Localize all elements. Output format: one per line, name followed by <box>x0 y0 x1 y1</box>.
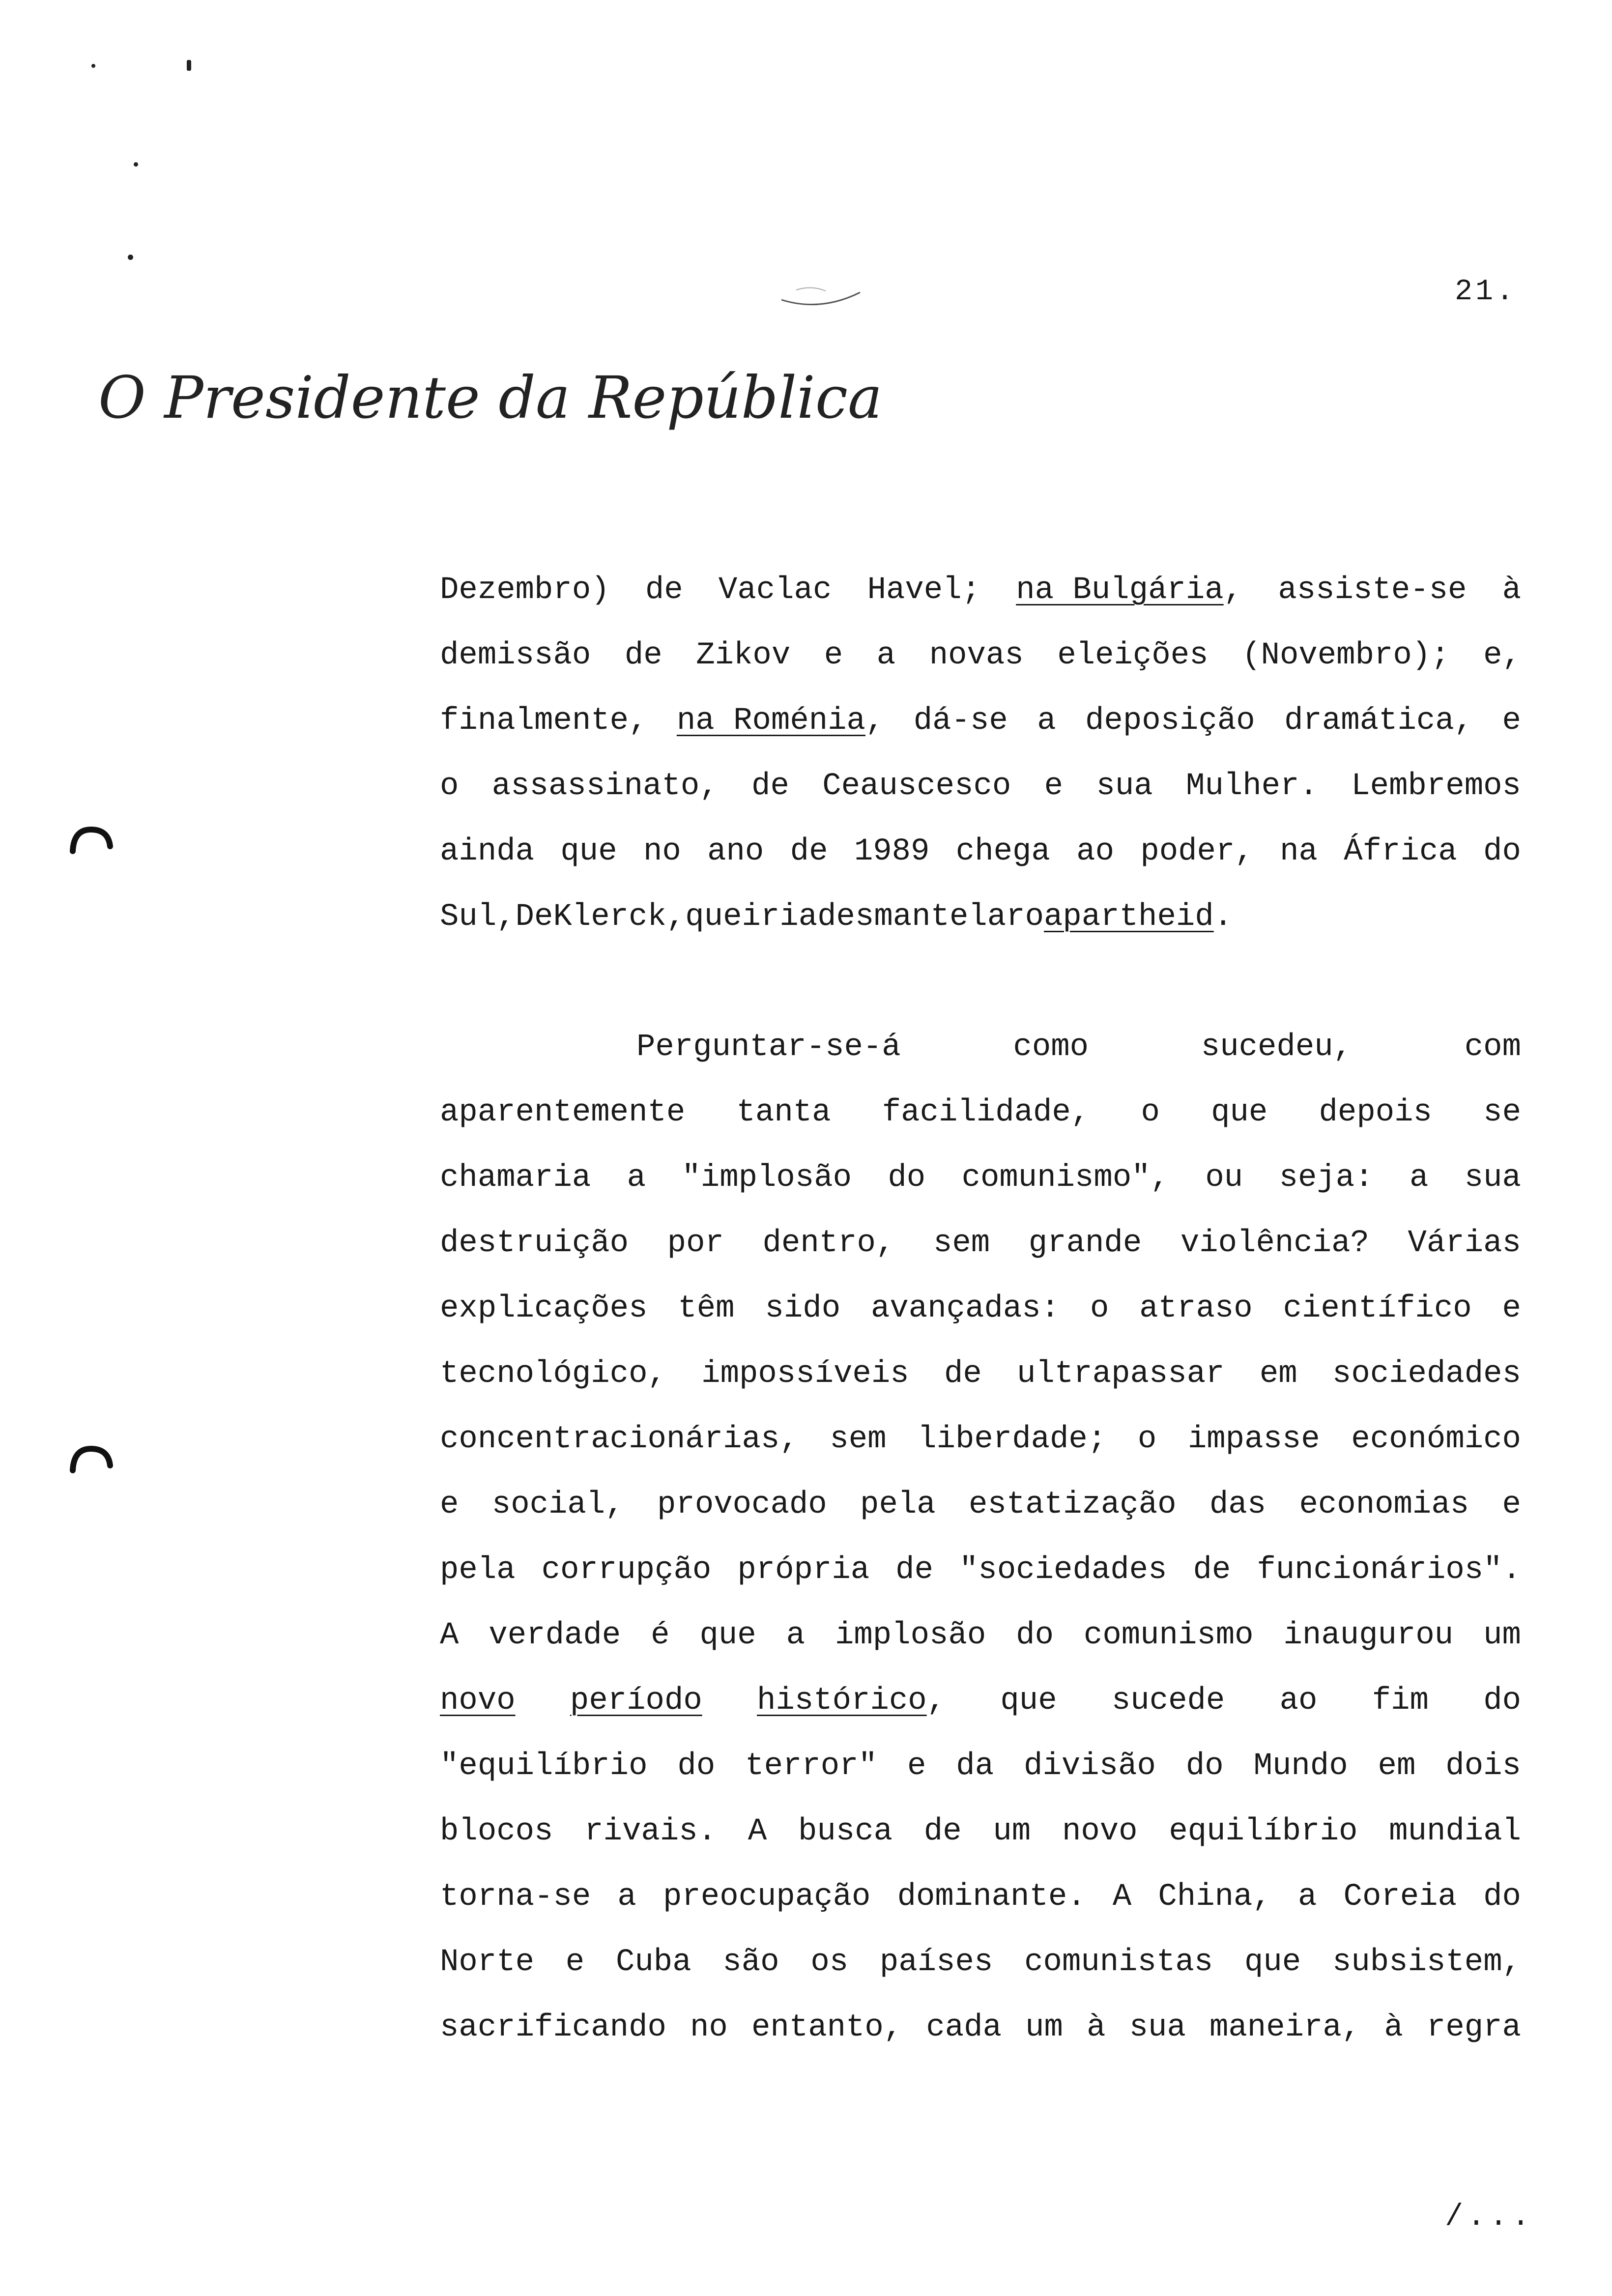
text-word: própria <box>737 1552 870 1588</box>
scan-speck <box>187 60 191 71</box>
text-word: de <box>944 1356 982 1392</box>
text-word: dois <box>1445 1749 1521 1784</box>
text-word: a <box>1037 703 1056 739</box>
text-word: mundial <box>1389 1814 1521 1849</box>
text-word: provocado <box>657 1487 827 1522</box>
text-word: do <box>1483 834 1521 869</box>
text-word: que <box>560 834 617 869</box>
scan-speck <box>91 64 95 68</box>
text-word: comunistas <box>1024 1945 1213 1980</box>
text-word: A <box>440 1618 459 1653</box>
text-word: sua <box>1096 769 1153 804</box>
text-word: blocos <box>440 1814 553 1849</box>
text-line <box>440 1930 1521 1995</box>
text-word: finalmente, <box>440 703 648 739</box>
text-word: o <box>440 769 459 804</box>
text-word: , <box>865 703 885 739</box>
text-word: e <box>907 1749 926 1784</box>
text-word: Coreia <box>1343 1879 1457 1915</box>
text-word: inaugurou <box>1283 1618 1454 1653</box>
continuation-mark: /... <box>1445 2199 1534 2234</box>
text-line <box>440 1538 1521 1603</box>
text-word: busca <box>798 1814 893 1849</box>
text-word: terror" <box>745 1749 877 1784</box>
text-word: fim <box>1372 1683 1429 1719</box>
text-word: no <box>643 834 681 869</box>
text-word: sucede <box>1111 1683 1225 1719</box>
text-word: dramática, <box>1284 703 1473 739</box>
text-word: sociedades <box>1332 1356 1521 1392</box>
text-word: seja: <box>1279 1160 1374 1196</box>
text-word: torna-se <box>440 1879 591 1915</box>
text-word: do <box>1185 1749 1224 1784</box>
text-word: a <box>627 1160 646 1196</box>
text-word: sacrificando <box>440 2010 666 2045</box>
text-word: Norte <box>440 1945 535 1980</box>
text-word: o <box>1137 1422 1157 1457</box>
text-word: facilidade, <box>882 1095 1090 1130</box>
text-word: um <box>1025 2010 1063 2045</box>
text-word: o <box>1090 1291 1109 1326</box>
text-word: a <box>1409 1160 1429 1196</box>
text-word: e <box>1502 703 1521 739</box>
text-word: económico <box>1351 1422 1521 1457</box>
text-word: novo <box>1062 1814 1138 1849</box>
text-word: que <box>1000 1683 1057 1719</box>
text-word: iria <box>742 899 818 935</box>
text-line <box>440 819 1521 885</box>
text-word: explicações <box>440 1291 648 1326</box>
text-line <box>440 1146 1521 1211</box>
text-word: assassinato, <box>491 769 719 804</box>
text-word: liberdade; <box>918 1422 1107 1457</box>
scan-smudge <box>777 265 865 310</box>
text-line <box>440 1407 1521 1472</box>
text-word: de <box>645 573 683 608</box>
text-word: em <box>1259 1356 1297 1392</box>
text-word: em <box>1378 1749 1416 1784</box>
text-word: um <box>1483 1618 1521 1653</box>
text-word: ao <box>1076 834 1114 869</box>
text-word: destruição <box>440 1226 629 1261</box>
text-word: do <box>1483 1683 1521 1719</box>
text-word: se <box>1483 1095 1521 1130</box>
text-word: social, <box>491 1487 624 1522</box>
text-word: à <box>1384 2010 1403 2045</box>
text-word: economias <box>1299 1487 1469 1522</box>
underlined-phrase: período <box>570 1683 702 1719</box>
text-word: Cuba <box>615 1945 691 1980</box>
text-word: que <box>1211 1095 1268 1130</box>
text-word: preocupação <box>662 1879 871 1915</box>
text-word: um <box>993 1814 1031 1849</box>
text-word: Dezembro) <box>440 573 610 608</box>
text-word: e <box>1502 1487 1521 1522</box>
text-word: De <box>515 899 553 935</box>
text-line <box>440 1342 1521 1407</box>
text-line <box>440 689 1521 754</box>
letterhead-text: O Presidente da República <box>98 364 883 431</box>
text-word: sua <box>1129 2010 1186 2045</box>
text-word: de <box>790 834 828 869</box>
punch-hole <box>69 826 113 855</box>
text-word: a <box>617 1879 636 1915</box>
text-word: Klerck, <box>553 899 686 935</box>
text-word: dentro, <box>762 1226 895 1261</box>
text-line <box>440 1799 1521 1865</box>
text-line <box>440 1995 1521 2061</box>
text-word: têm <box>678 1291 735 1326</box>
text-word: à <box>1502 573 1521 608</box>
text-line <box>440 1734 1521 1799</box>
text-word: África <box>1344 834 1457 869</box>
text-word: os <box>810 1945 849 1980</box>
text-word: com <box>1464 1030 1521 1065</box>
text-word: Mulher. <box>1186 769 1318 804</box>
text-word: o <box>1025 899 1044 935</box>
text-word: países <box>879 1945 993 1980</box>
text-word: de <box>1193 1552 1231 1588</box>
text-line <box>440 1472 1521 1538</box>
text-word: equilíbrio <box>1169 1814 1358 1849</box>
text-word: avançadas: <box>870 1291 1060 1326</box>
text-word: regra <box>1426 2010 1521 2045</box>
paragraph-1 <box>440 558 1521 950</box>
text-word: da <box>956 1749 994 1784</box>
text-word: sido <box>765 1291 841 1326</box>
text-word: funcionários". <box>1257 1552 1521 1588</box>
text-word: e <box>1502 1291 1521 1326</box>
text-word: grande <box>1028 1226 1142 1261</box>
text-word: científico <box>1283 1291 1472 1326</box>
text-word: que <box>699 1618 756 1653</box>
punch-hole <box>69 1445 113 1474</box>
text-word: "equilíbrio <box>440 1749 648 1784</box>
text-word: demissão <box>440 638 591 673</box>
text-word: de <box>923 1814 962 1849</box>
text-word: Vaclac <box>718 573 832 608</box>
text-word: , <box>926 1683 946 1719</box>
text-word: 1989 <box>854 834 930 869</box>
text-line <box>440 1211 1521 1276</box>
text-word: do <box>1016 1618 1054 1653</box>
text-word: entanto, <box>751 2010 903 2045</box>
text-word: ultrapassar <box>1017 1356 1225 1392</box>
text-word: no <box>690 2010 728 2045</box>
text-word: Havel; <box>867 573 980 608</box>
text-word: Lembremos <box>1351 769 1521 804</box>
text-word: comunismo <box>1083 1618 1254 1653</box>
text-word: corrupção <box>541 1552 712 1588</box>
text-word: sem <box>933 1226 990 1261</box>
underlined-phrase: histórico <box>757 1683 927 1719</box>
text-word: rivais. <box>584 1814 717 1849</box>
text-word: concentracionárias, <box>440 1422 799 1457</box>
text-word: chamaria <box>440 1160 591 1196</box>
text-word: comunismo", <box>961 1160 1170 1196</box>
text-word: pela <box>860 1487 936 1522</box>
text-line <box>440 1603 1521 1668</box>
text-word: do <box>1483 1879 1521 1915</box>
text-word: depois <box>1319 1095 1432 1130</box>
text-word: na <box>1280 834 1318 869</box>
text-word: atraso <box>1139 1291 1253 1326</box>
text-word: novas <box>929 638 1024 673</box>
text-word: desmantelar <box>817 899 1025 935</box>
paragraph-2 <box>440 1015 1521 2061</box>
text-word: . <box>1213 899 1233 935</box>
text-word: pela <box>440 1552 516 1588</box>
text-line <box>440 1865 1521 1930</box>
underlined-phrase: apartheid <box>1044 899 1214 935</box>
text-word: cada <box>926 2010 1002 2045</box>
text-word: deposição <box>1085 703 1255 739</box>
page-number: 21. <box>1455 275 1517 309</box>
text-word: ainda <box>440 834 535 869</box>
text-line <box>440 1080 1521 1146</box>
scan-speck <box>134 162 138 167</box>
text-word: verdade <box>489 1618 621 1653</box>
text-word: China, <box>1158 1879 1271 1915</box>
text-word: e <box>1044 769 1064 804</box>
text-word: chega <box>955 834 1050 869</box>
text-word: e <box>440 1487 459 1522</box>
text-line <box>440 1276 1521 1342</box>
text-word: divisão <box>1024 1749 1156 1784</box>
text-line <box>440 754 1521 819</box>
underlined-phrase: na Roménia <box>676 703 865 739</box>
text-word: Várias <box>1408 1226 1521 1261</box>
text-word: por <box>667 1226 724 1261</box>
text-word: ou <box>1205 1160 1243 1196</box>
text-word: eleições <box>1057 638 1209 673</box>
text-word: Perguntar-se-á <box>636 1030 901 1065</box>
text-word: de <box>895 1552 933 1588</box>
text-word: de <box>624 638 662 673</box>
text-word: das <box>1209 1487 1267 1522</box>
text-word: a <box>1297 1879 1317 1915</box>
text-word: "implosão <box>682 1160 852 1196</box>
text-word: impossíveis <box>701 1356 909 1392</box>
text-word: tecnológico, <box>440 1356 666 1392</box>
text-word: A <box>1112 1879 1132 1915</box>
text-word: do <box>677 1749 716 1784</box>
text-word: Zikov <box>696 638 791 673</box>
text-word: subsistem, <box>1332 1945 1521 1980</box>
scan-speck <box>128 255 133 260</box>
text-line <box>440 885 1521 950</box>
text-word: "sociedades <box>959 1552 1167 1588</box>
text-word: ao <box>1279 1683 1318 1719</box>
text-word: sua <box>1464 1160 1521 1196</box>
text-word: são <box>722 1945 779 1980</box>
text-line <box>440 1668 1521 1734</box>
text-word: violência? <box>1180 1226 1369 1261</box>
text-word: maneira, <box>1209 2010 1361 2045</box>
text-line <box>440 1015 1521 1080</box>
text-word: aparentemente <box>440 1095 686 1130</box>
text-word: a <box>786 1618 806 1653</box>
text-word: sucedeu, <box>1201 1030 1353 1065</box>
text-word: dá-se <box>913 703 1008 739</box>
text-word: do <box>888 1160 926 1196</box>
underlined-phrase: novo <box>440 1683 516 1719</box>
text-word: Ceauscesco <box>822 769 1011 804</box>
text-word: à <box>1087 2010 1106 2045</box>
text-word: é <box>651 1618 670 1653</box>
text-word: impasse <box>1187 1422 1320 1457</box>
text-word: como <box>1013 1030 1089 1065</box>
letterhead-script-logo <box>98 354 883 442</box>
text-word: ano <box>707 834 764 869</box>
text-word: que <box>685 899 742 935</box>
text-word: e <box>565 1945 585 1980</box>
text-word: de <box>751 769 789 804</box>
text-word: e <box>824 638 843 673</box>
text-word: sem <box>830 1422 887 1457</box>
text-word: estatização <box>969 1487 1177 1522</box>
text-word: assiste-se <box>1278 573 1467 608</box>
text-word: A <box>748 1814 767 1849</box>
text-word: poder, <box>1140 834 1254 869</box>
underlined-phrase: na Bulgária <box>1016 573 1224 608</box>
text-word: o <box>1141 1095 1160 1130</box>
text-word: que <box>1244 1945 1301 1980</box>
text-word: e, <box>1483 638 1521 673</box>
text-word: a <box>876 638 896 673</box>
text-line <box>440 558 1521 623</box>
text-line <box>440 623 1521 689</box>
text-word: , <box>1223 573 1243 608</box>
text-word: tanta <box>736 1095 831 1130</box>
text-word: Mundo <box>1253 1749 1348 1784</box>
text-word: dominante. <box>897 1879 1086 1915</box>
text-word: (Novembro); <box>1242 638 1450 673</box>
text-word: implosão <box>835 1618 986 1653</box>
text-word: Sul, <box>440 899 516 935</box>
